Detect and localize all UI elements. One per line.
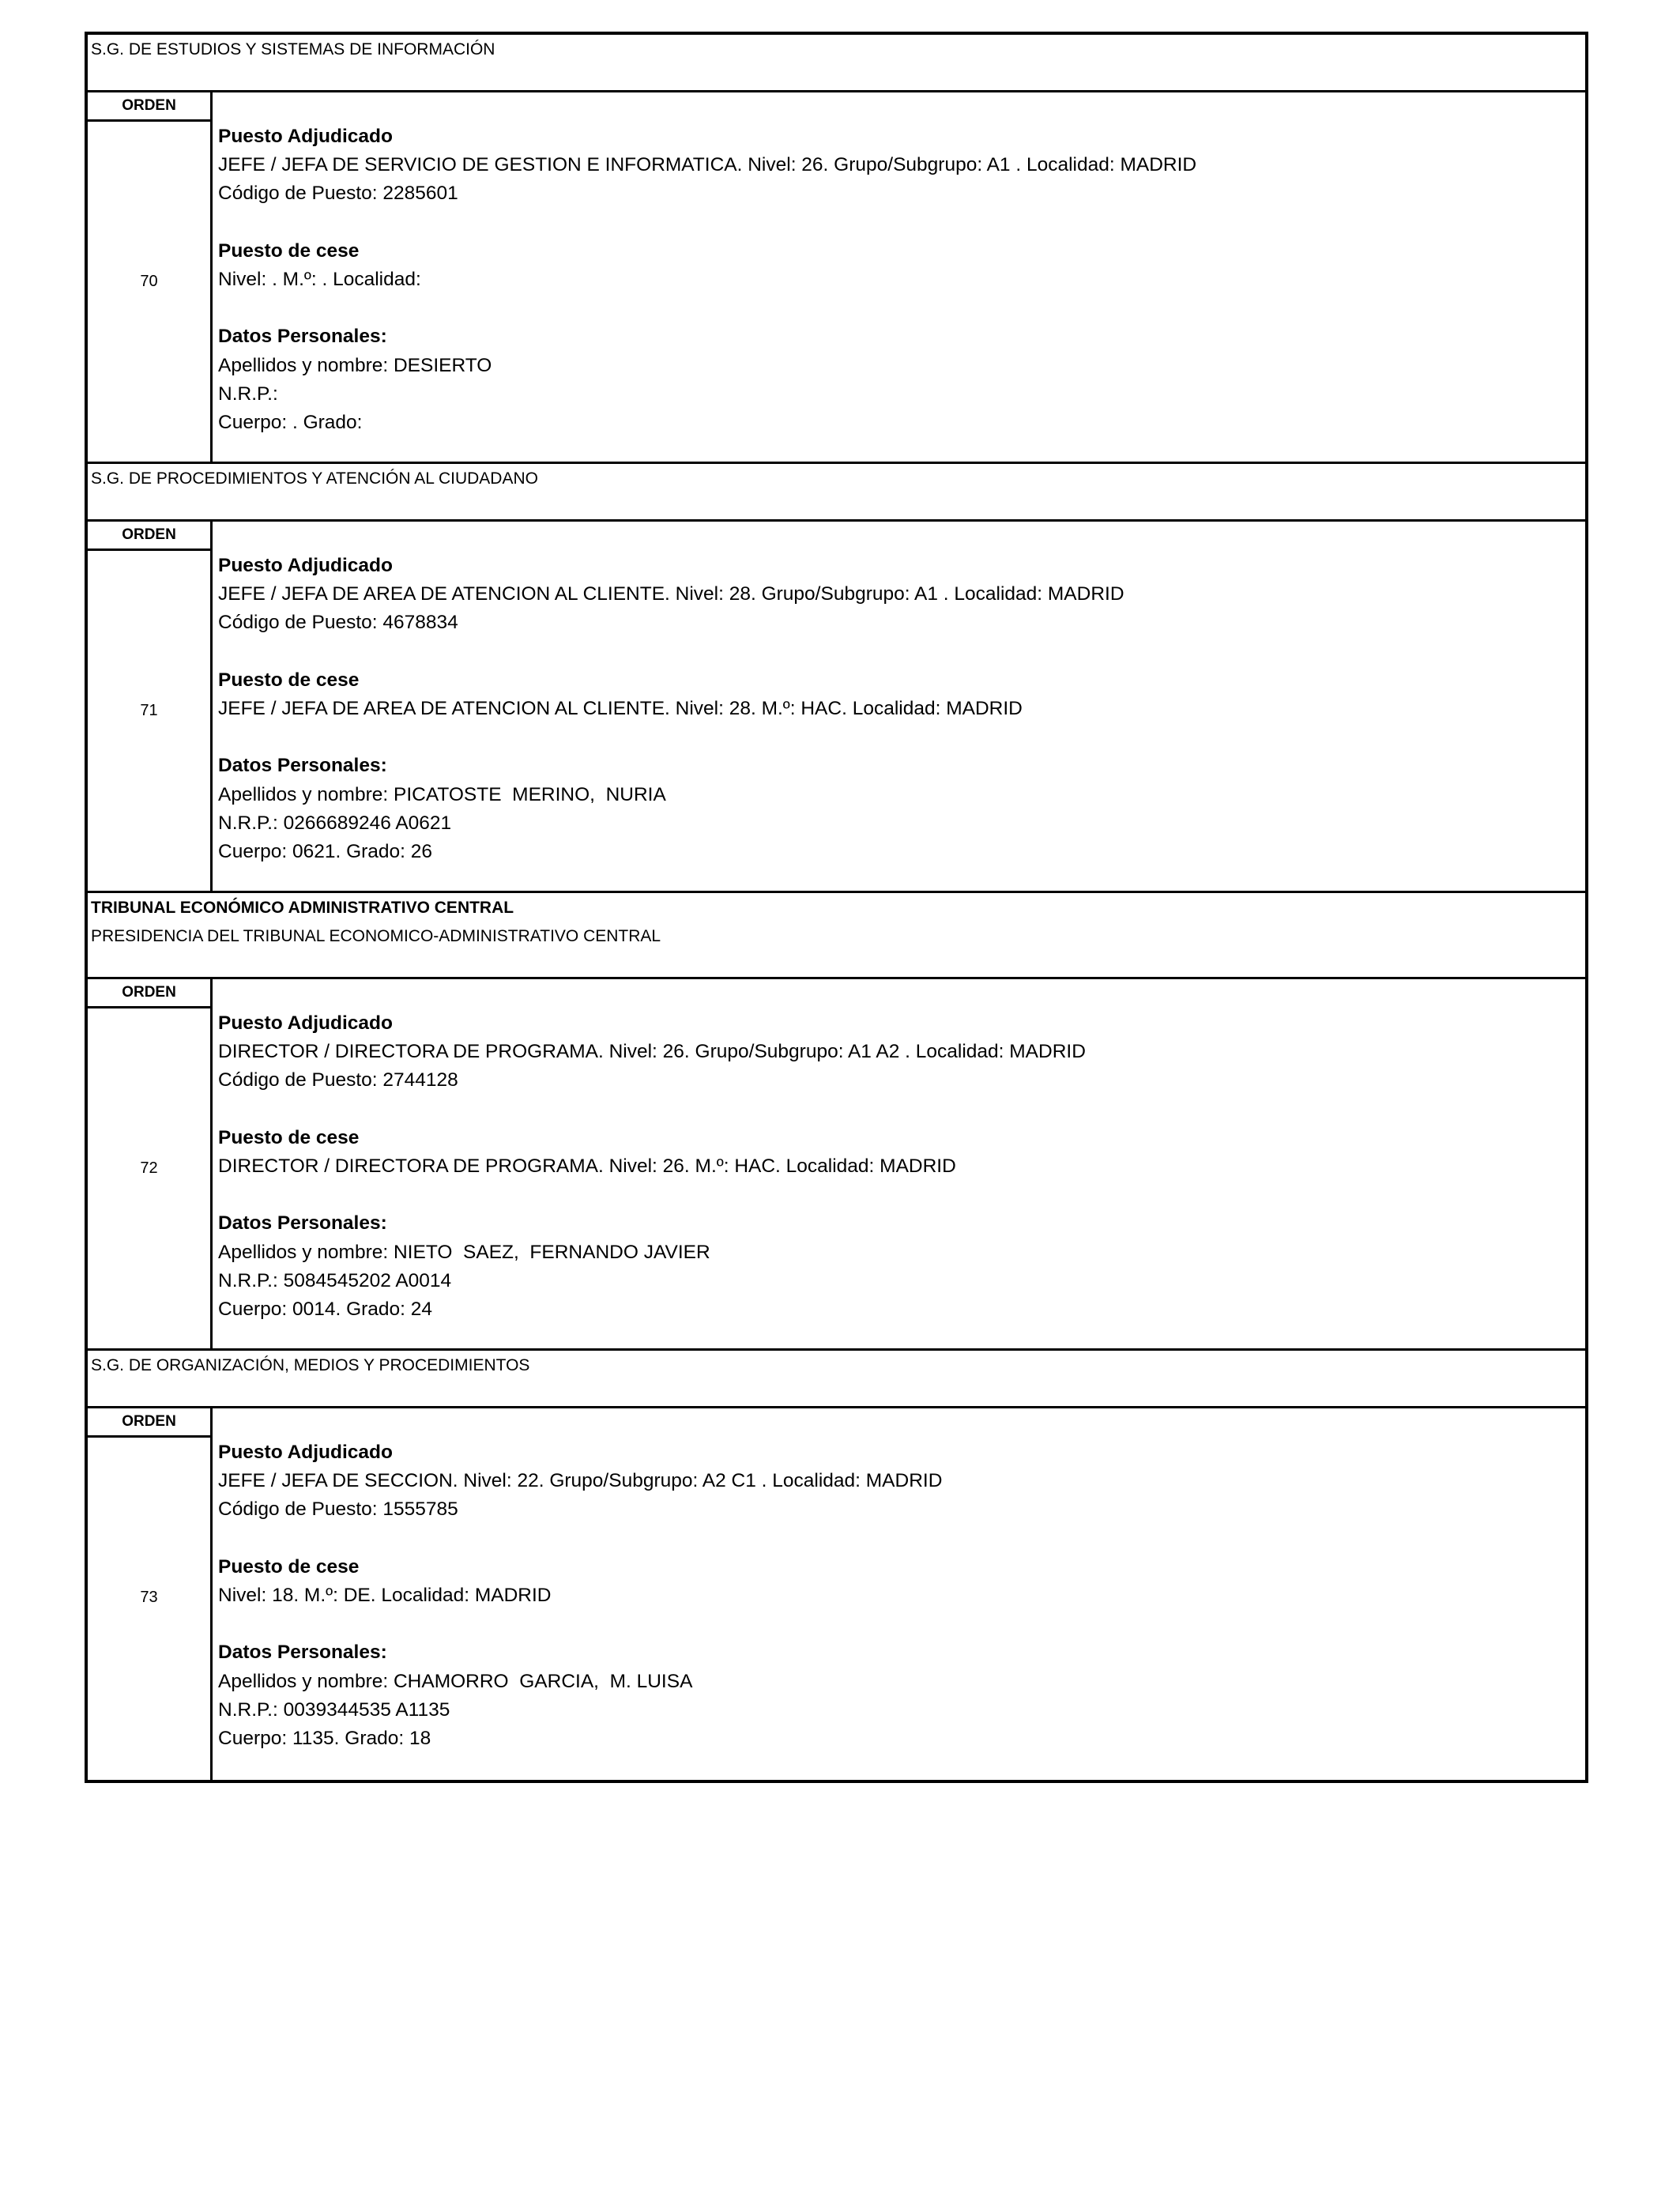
orden-column (88, 979, 213, 1348)
puesto-cese-line: Nivel: 18. M.º: DE. Localidad: MADRID (218, 1584, 552, 1606)
assignment-details (215, 522, 1585, 891)
assignment-details (215, 1408, 1585, 1780)
org-unit-name: PRESIDENCIA DEL TRIBUNAL ECONOMICO-ADMINISTRATIVO CENTRAL (91, 927, 661, 945)
orden-number: 73 (140, 1589, 158, 1606)
assignment-section (88, 92, 1585, 464)
orden-label: ORDEN (88, 979, 210, 1008)
orden-label: ORDEN (88, 522, 210, 551)
org-header (88, 893, 1585, 979)
assignment-section (88, 1408, 1585, 1780)
org-unit-name: S.G. DE ESTUDIOS Y SISTEMAS DE INFORMACIÓN (91, 40, 495, 58)
puesto-adjudicado-title: Puesto Adjudicado (218, 126, 393, 147)
orden-column (88, 522, 213, 891)
resolution-table (85, 32, 1588, 1783)
puesto-cese-title: Puesto de cese (218, 669, 360, 691)
apellidos-nombre: Apellidos y nombre: PICATOSTE MERINO, NURIA (218, 783, 666, 805)
puesto-cese-title: Puesto de cese (218, 1555, 360, 1578)
codigo-puesto: Código de Puesto: 4678834 (218, 612, 458, 634)
org-header (88, 35, 1585, 92)
puesto-adjudicado-line: JEFE / JEFA DE AREA DE ATENCION AL CLIENTE. Nivel: 28. Grupo/Subgrupo: A1 . Localidad: MADRID (218, 583, 1124, 605)
org-unit-name: S.G. DE ORGANIZACIÓN, MEDIOS Y PROCEDIMIENTOS (91, 1356, 530, 1374)
assignment-details (215, 92, 1585, 462)
datos-personales-title: Datos Personales: (218, 1642, 387, 1664)
org-header (88, 1351, 1585, 1408)
cuerpo-grado: Cuerpo: 0014. Grado: 24 (218, 1298, 433, 1320)
cuerpo-grado: Cuerpo: . Grado: (218, 411, 363, 433)
assignment-section (88, 522, 1585, 893)
cuerpo-grado: Cuerpo: 1135. Grado: 18 (218, 1727, 431, 1749)
datos-personales-title: Datos Personales: (218, 755, 387, 777)
puesto-adjudicado-title: Puesto Adjudicado (218, 555, 393, 576)
org-header (88, 464, 1585, 522)
puesto-cese-line: DIRECTOR / DIRECTORA DE PROGRAMA. Nivel: 26. M.º: HAC. Localidad: MADRID (218, 1155, 956, 1177)
cuerpo-grado: Cuerpo: 0621. Grado: 26 (218, 840, 433, 862)
datos-personales-title: Datos Personales: (218, 326, 387, 348)
nrp: N.R.P.: 0039344535 A1135 (218, 1698, 450, 1721)
puesto-adjudicado-title: Puesto Adjudicado (218, 1012, 393, 1034)
apellidos-nombre: Apellidos y nombre: CHAMORRO GARCIA, M. LUISA (218, 1670, 693, 1692)
assignment-section (88, 979, 1585, 1351)
orden-number: 70 (140, 273, 158, 290)
puesto-adjudicado-line: JEFE / JEFA DE SERVICIO DE GESTION E INFORMATICA. Nivel: 26. Grupo/Subgrupo: A1 . Localidad: MADRID (218, 154, 1197, 176)
puesto-adjudicado-line: JEFE / JEFA DE SECCION. Nivel: 22. Grupo/Subgrupo: A2 C1 . Localidad: MADRID (218, 1470, 943, 1492)
puesto-adjudicado-title: Puesto Adjudicado (218, 1442, 393, 1463)
apellidos-nombre: Apellidos y nombre: DESIERTO (218, 354, 492, 376)
orden-number: 71 (140, 702, 158, 719)
orden-number: 72 (140, 1159, 158, 1177)
orden-label: ORDEN (88, 1408, 210, 1438)
nrp: N.R.P.: (218, 383, 278, 405)
assignment-details (215, 979, 1585, 1348)
puesto-cese-title: Puesto de cese (218, 239, 360, 262)
orden-column (88, 92, 213, 462)
codigo-puesto: Código de Puesto: 1555785 (218, 1498, 458, 1521)
puesto-cese-title: Puesto de cese (218, 1126, 360, 1148)
org-unit-name: S.G. DE PROCEDIMIENTOS Y ATENCIÓN AL CIUDADANO (91, 469, 538, 488)
org-ministry-name: TRIBUNAL ECONÓMICO ADMINISTRATIVO CENTRAL (91, 899, 514, 917)
nrp: N.R.P.: 0266689246 A0621 (218, 812, 452, 834)
puesto-cese-line: Nivel: . M.º: . Localidad: (218, 268, 421, 290)
datos-personales-title: Datos Personales: (218, 1212, 387, 1235)
puesto-adjudicado-line: DIRECTOR / DIRECTORA DE PROGRAMA. Nivel: 26. Grupo/Subgrupo: A1 A2 . Localidad: MADRID (218, 1041, 1086, 1063)
nrp: N.R.P.: 5084545202 A0014 (218, 1269, 452, 1291)
orden-label: ORDEN (88, 92, 210, 122)
apellidos-nombre: Apellidos y nombre: NIETO SAEZ, FERNANDO JAVIER (218, 1241, 710, 1263)
orden-column (88, 1408, 213, 1780)
codigo-puesto: Código de Puesto: 2285601 (218, 183, 458, 205)
codigo-puesto: Código de Puesto: 2744128 (218, 1069, 458, 1091)
puesto-cese-line: JEFE / JEFA DE AREA DE ATENCION AL CLIENTE. Nivel: 28. M.º: HAC. Localidad: MADRID (218, 697, 1023, 719)
